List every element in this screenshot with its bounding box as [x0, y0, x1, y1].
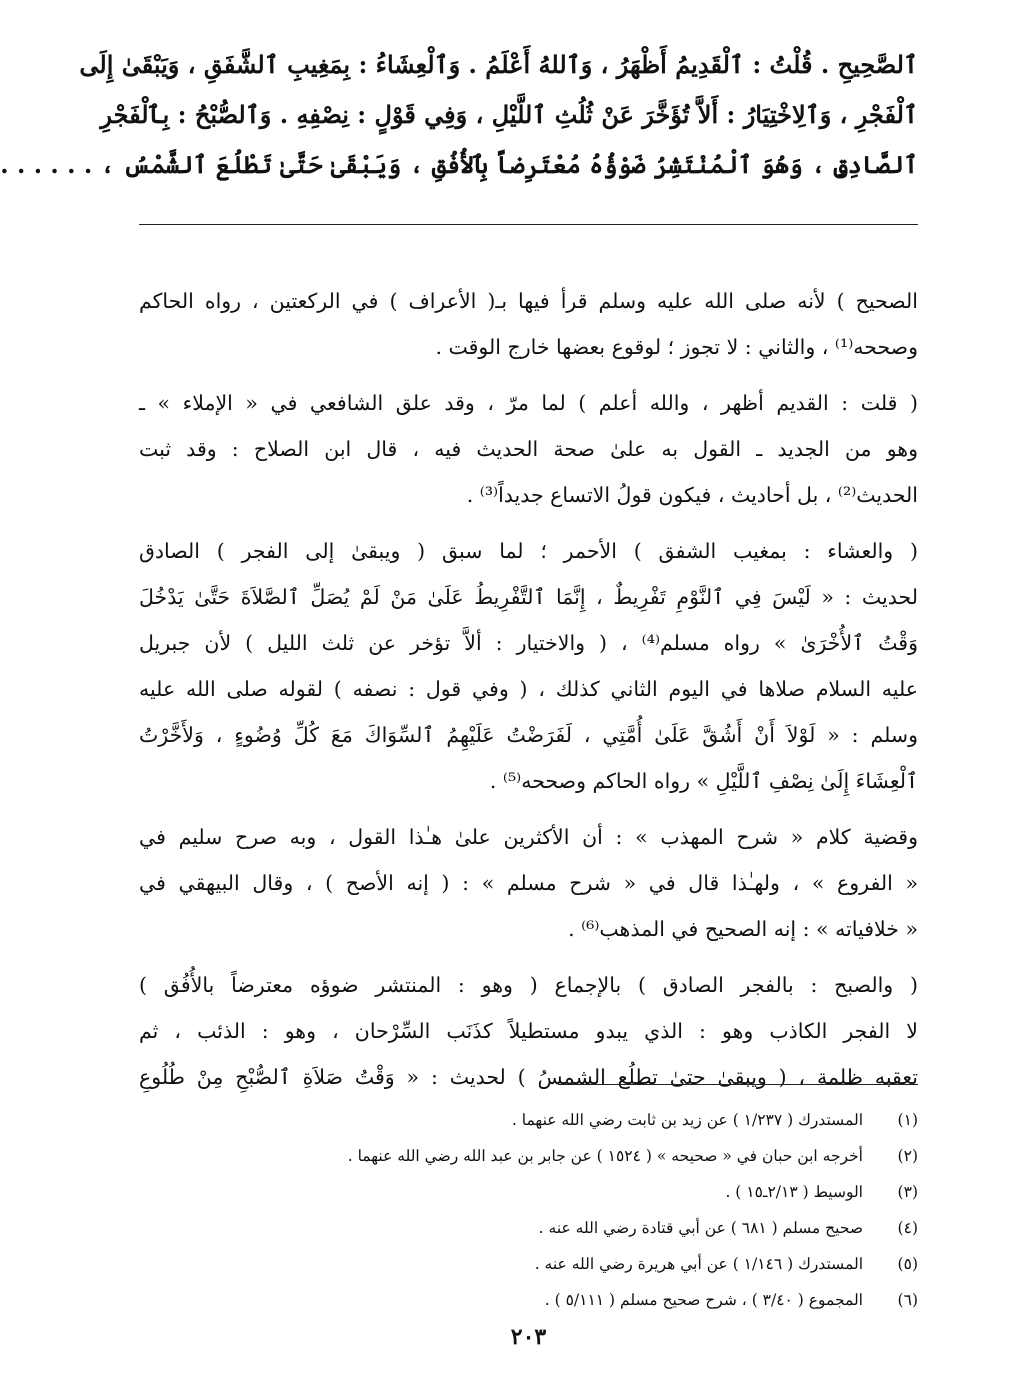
matn-text-block [0, 40, 918, 190]
sharh-line: الصحيح ) لأنه صلى الله عليه وسلم قرأ فيها بـ( الأعراف ) في الركعتين ، رواه الحاكم [139, 289, 918, 313]
footnote-number: (١) [897, 1111, 918, 1129]
footnote-item [139, 1210, 918, 1246]
matn-line: ٱلْفَجْرِ ، وَٱلِاخْتِيَارُ : أَلاَّ تُؤَخَّرَ عَنْ ثُلُثِ ٱللَّيْلِ ، وَفِي قَوْلٍ : نِصْفِهِ . وَٱلصُّبْحُ : بِٱلْفَجْرِ [100, 100, 918, 129]
footnote-number: (٢) [897, 1147, 918, 1165]
footnote-text: المستدرك ( ١/١٤٦ ) عن أبي هريرة رضي الله عنه . [534, 1255, 863, 1273]
matn-line: ٱلصَّحِيحِ . قُلْتُ : ٱلْقَدِيمُ أَظْهَرُ ، وَٱللهُ أَعْلَمُ . وَٱلْعِشَاءُ : بِمَغِيبِ ٱلشَّفَقِ ، وَيَبْقَىٰ إِلَى [79, 50, 918, 79]
footnote-number: (٤) [897, 1219, 918, 1237]
sharh-line: وقضية كلام « شرح المهذب » : أن الأكثرين علىٰ هـٰذا القول ، وبه صرح سليم في [139, 825, 918, 849]
footnote-item [139, 1102, 918, 1138]
footnote-text: أخرجه ابن حبان في « صحيحه » ( ١٥٢٤ ) عن جابر بن عبد الله رضي الله عنهما . [347, 1147, 863, 1165]
sharh-line: ٱلْعِشَاءَ إِلَىٰ نِصْفِ ٱللَّيْلِ » رواه الحاكم وصححه⁽⁵⁾ . [489, 769, 918, 793]
sharh-line: وهو من الجديد ـ القول به علىٰ صحة الحديث فيه ، قال ابن الصلاح : وقد ثبت [139, 437, 918, 461]
footnote-number: (٣) [897, 1183, 918, 1201]
sharh-line: « خلافياته » : إنه الصحيح في المذهب⁽⁶⁾ . [568, 917, 918, 941]
matn-line: ٱلصَّادِقِ ، وَهُوَ ٱلْمُنْتَشِرُ ضَوْؤُهُ مُعْتَرِضاً بِٱلأُفُقِ ، وَيَبْقَىٰ حَتَّىٰ تَطْلُعَ ٱلشَّمْسُ ، . . . . . . [0, 150, 918, 179]
footnote-text: صحيح مسلم ( ٦٨١ ) عن أبي قتادة رضي الله عنه . [538, 1219, 863, 1237]
sharh-line: ( قلت : القديم أظهر ، والله أعلم ) لما مرّ ، وقد علق الشافعي في « الإملاء » ـ [139, 391, 918, 415]
footnote-number: (٦) [897, 1291, 918, 1309]
sharh-line: وسلم : « لَوْلاَ أَنْ أَشُقَّ عَلَىٰ أُمَّتِي ، لَفَرَضْتُ عَلَيْهِمُ ٱلسِّوَاكَ مَعَ كُلِّ وُضُوءٍ ، وَلأَخَّرْتُ [139, 723, 918, 747]
sharh-line: ( والعشاء : بمغيب الشفق ) الأحمر ؛ لما سبق ( ويبقىٰ إلى الفجر ) الصادق [139, 539, 918, 563]
sharh-line: لا الفجر الكاذب وهو : الذي يبدو مستطيلاً كذَنَب السِّرْحان ، وهو : الذئب ، ثم [139, 1019, 918, 1043]
footnote-item [139, 1174, 918, 1210]
footnote-text: المستدرك ( ١/٢٣٧ ) عن زيد بن ثابت رضي الله عنهما . [511, 1111, 863, 1129]
sharh-line: لحديث : « لَيْسَ فِي ٱلنَّوْمِ تَفْرِيطٌ ، إِنَّمَا ٱلتَّفْرِيطُ عَلَىٰ مَنْ لَمْ يُصَلِّ ٱلصَّلاَةَ حَتَّىٰ يَدْخُلَ [139, 585, 918, 609]
book-page [0, 40, 918, 1373]
footnote-text: المجموع ( ٣/٤٠ ) ، شرح صحيح مسلم ( ٥/١١١ ) . [544, 1291, 863, 1309]
footnote-item [139, 1138, 918, 1174]
page-number: ٢٠٣ [510, 1324, 547, 1350]
matn-sharh-divider [139, 224, 918, 225]
footnote-item [139, 1246, 918, 1282]
sharh-text-block [139, 278, 918, 1100]
footnote-number: (٥) [897, 1255, 918, 1273]
sharh-line: وَقْتُ ٱلأُخْرَىٰ » رواه مسلم⁽⁴⁾ ، ( والاختيار : ألاَّ تؤخر عن ثلث الليل ) لأن جبريل [139, 631, 918, 655]
sharh-line: الحديث⁽²⁾ ، بل أحاديث ، فيكون قولُ الاتساع جديداً⁽³⁾ . [466, 483, 918, 507]
sharh-line: تعقبه ظلمة ، ( ويبقىٰ حتىٰ تطلُع الشمسُ ) لحديث : « وَقْتُ صَلاَةِ ٱلصُّبْحِ مِنْ طُلُوعِ [139, 1065, 918, 1089]
footnotes [139, 1102, 918, 1318]
sharh-line: « الفروع » ، ولهـٰذا قال في « شرح مسلم » : ( إنه الأصح ) ، وقال البيهقي في [139, 871, 918, 895]
footnote-text: الوسيط ( ٢/١٣ـ١٥ ) . [725, 1183, 863, 1201]
sharh-line: عليه السلام صلاها في اليوم الثاني كذلك ، ( وفي قول : نصفه ) لقوله صلى الله عليه [139, 677, 918, 701]
footnote-item [139, 1282, 918, 1318]
footnote-divider [558, 1084, 918, 1085]
sharh-line: وصححه⁽¹⁾ ، والثاني : لا تجوز ؛ لوقوع بعضها خارج الوقت . [435, 335, 918, 359]
sharh-line: ( والصبح : بالفجر الصادق ) بالإجماع ( وهو : المنتشر ضوؤه معترضاً بالأُفُق ) [139, 973, 918, 997]
